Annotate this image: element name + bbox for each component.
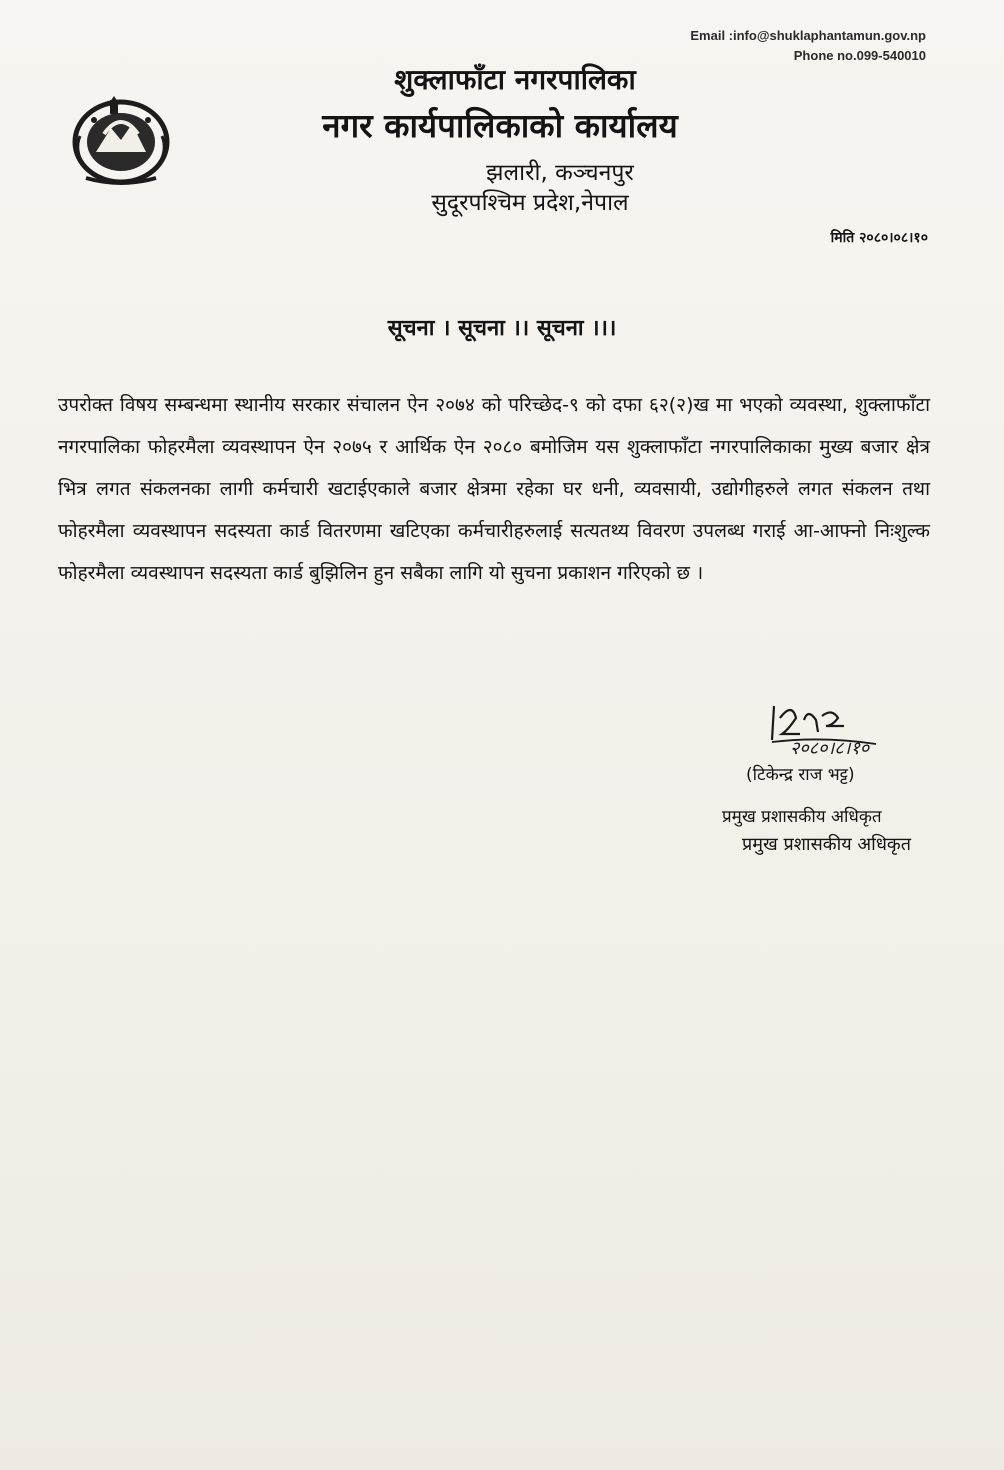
office-address: झलारी, कञ्चनपुर — [486, 160, 634, 186]
signature-date: २०८०।८।१० — [790, 738, 870, 759]
signatory-stamp-title: प्रमुख प्रशासकीय अधिकृत — [742, 834, 911, 855]
signatory-name: (टिकेन्द्र राज भट्ट) — [746, 765, 855, 785]
nepal-emblem-icon — [66, 90, 176, 190]
office-header — [240, 62, 760, 218]
notice-body: उपरोक्त विषय सम्बन्धमा स्थानीय सरकार संचालन ऐन २०७४ को परिच्छेद-९ को दफा ६२(२)ख मा भएको व्यवस्था, शुक्लाफाँटा नगरपालिका फोहरमैला व्यवस्थापन ऐन २०७५ र आर्थिक ऐन २०८० बमोजिम यस शुक्लाफाँटा नगरपालिकाका मुख्य बजार क्षेत्र भित्र लगत संकलनका लागी कर्मचारी खटाईएकाले बजार क्षेत्रमा रहेका घर धनी, व्यवसायी, उद्योगीहरुले लगत संकलन तथा फोहरमैला व्यवस्थापन सदस्यता कार्ड वितरणमा खटिएका कर्मचारीहरुलाई सत्यतथ्य विवरण उपलब्ध गराई आ-आफ्नो निःशुल्क फोहरमैला व्यवस्थापन सदस्यता कार्ड बुझिलिन हुन सबैका लागि यो सुचना प्रकाशन गरिएको छ । — [58, 394, 930, 584]
office-province: सुदूरपश्चिम प्रदेश,नेपाल — [431, 190, 629, 216]
contact-phone: Phone no.099-540010 — [793, 48, 926, 63]
notice-title: सूचना । सूचना ।। सूचना ।।। — [387, 316, 617, 341]
notice-date: मिति २०८०।०८।१० — [830, 230, 928, 246]
contact-info — [690, 26, 926, 66]
signatory-title: प्रमुख प्रशासकीय अधिकृत — [722, 807, 882, 827]
office-name: नगर कार्यपालिकाको कार्यालय — [322, 106, 678, 145]
contact-email: Email :info@shuklaphantamun.gov.np — [690, 28, 926, 43]
municipality-name: शुक्लाफाँटा नगरपालिका — [394, 63, 636, 96]
